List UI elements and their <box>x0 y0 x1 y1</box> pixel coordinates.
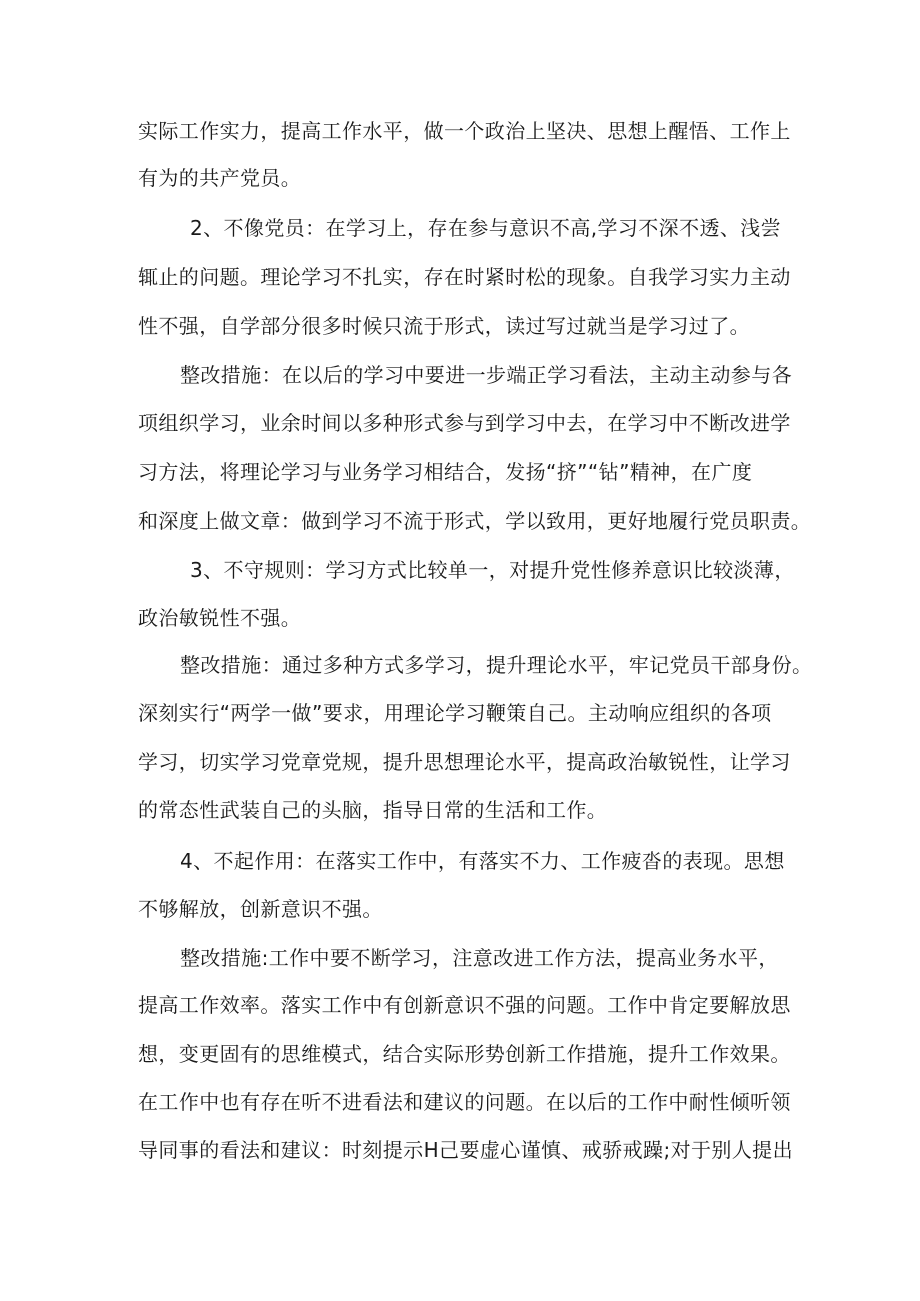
text-line: 不够解放，创新意识不强。 <box>138 897 383 921</box>
text-line: 想，变更固有的思维模式，结合实际形势创新工作措施，提升工作效果。 <box>138 1042 791 1066</box>
text-line: 实际工作实力，提高工作水平，做一个政治上坚决、思想上醒悟、工作上 <box>138 119 791 143</box>
rectification-measures-line: 整改措施：在以后的学习中要进一步端正学习看法，主动主动参与各 <box>180 363 792 387</box>
text-line: 在工作中也有存在听不进看法和建议的问题。在以后的工作中耐性倾听领 <box>138 1090 791 1114</box>
text-line: 和深度上做文章：做到学习不流于形式，学以致用，更好地履行党员职责。 <box>138 509 812 533</box>
text-line: 学习，切实学习党章党规，提升思想理论水平，提高政治敏锐性，让学习 <box>138 750 791 774</box>
text-line: 性不强，自学部分很多时候只流于形式，读过写过就当是学习过了。 <box>138 314 750 338</box>
text-line: 的常态性武装自己的头脑，指导日常的生活和工作。 <box>138 798 608 822</box>
rectification-measures-line: 整改措施：通过多种方式多学习，提升理论水平，牢记党员干部身份。 <box>180 653 813 677</box>
text-line: 习方法，将理论学习与业务学习相结合，发扬“挤”“钻”精神，在广度 <box>138 460 753 484</box>
text-line: 有为的共产党员。 <box>138 166 302 190</box>
section-3-heading-line: 3、不守规则：学习方式比较单一，对提升党性修养意识比较淡薄， <box>190 558 795 582</box>
text-line: 辄止的问题。理论学习不扎实，存在时紧时松的现象。自我学习实力主动 <box>138 265 791 289</box>
text-line: 政治敏锐性不强。 <box>138 606 302 630</box>
text-line: 导同事的看法和建议：时刻提示H己要虚心谨慎、戒骄戒躁;对于别人提出 <box>138 1138 793 1162</box>
text-line: 深刻实行“两学一做”要求，用理论学习鞭策自己。主动响应组织的各项 <box>138 701 772 725</box>
section-2-heading-line: 2、不像党员：在学习上，存在参与意识不高,学习不深不透、浅尝 <box>190 216 782 240</box>
rectification-measures-line: 整改措施:工作中要不断学习，注意改进工作方法，提高业务水平， <box>180 946 779 970</box>
section-4-heading-line: 4、不起作用：在落实工作中，有落实不力、工作疲沓的表现。思想 <box>180 849 785 873</box>
text-line: 提高工作效率。落实工作中有创新意识不强的问题。工作中肯定要解放思 <box>138 993 791 1017</box>
text-line: 项组织学习，业余时间以多种形式参与到学习中去，在学习中不断改进学 <box>138 411 791 435</box>
